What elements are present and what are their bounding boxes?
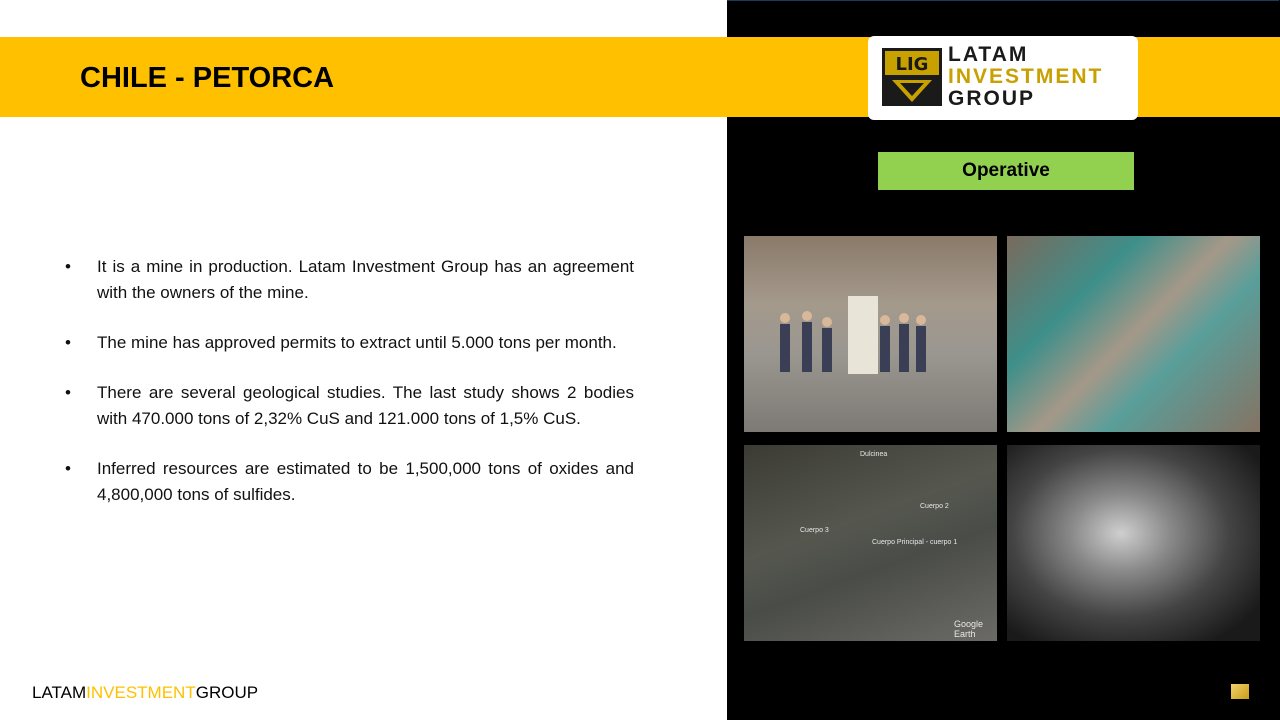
- map-label: Dulcinea: [860, 451, 888, 458]
- map-label: Cuerpo Principal - cuerpo 1: [872, 539, 958, 546]
- people-group-icon: [744, 236, 997, 432]
- team-at-mine-photo: [744, 236, 997, 432]
- bullet-icon: •: [65, 257, 71, 276]
- bullet-icon: •: [65, 459, 71, 478]
- slide-title: CHILE - PETORCA: [80, 62, 335, 94]
- footer-brand: LATAMINVESTMENTGROUP: [32, 683, 259, 702]
- bullet-item: • Inferred resources are estimated to be 1,500,000 tons of oxides and 4,800,000 tons of sulfides.: [62, 456, 634, 508]
- logo-wordmark: LATAM INVESTMENT GROUP: [948, 43, 1104, 110]
- bullet-item: • There are several geological studies. The last study shows 2 bodies with 470.000 tons of 2,32% CuS and 121.000 tons of 1,5% CuS.: [62, 380, 634, 432]
- corner-logo-icon: [1231, 684, 1249, 699]
- panel-border: [727, 0, 1279, 2]
- satellite-map-photo: [744, 445, 997, 641]
- map-label: Cuerpo 3: [800, 527, 829, 534]
- bullet-icon: •: [65, 383, 71, 402]
- bullet-icon: •: [65, 333, 71, 352]
- company-logo: [868, 36, 1138, 120]
- bullet-item: • The mine has approved permits to extract until 5.000 tons per month.: [62, 330, 634, 356]
- bullet-list: [62, 254, 634, 532]
- lig-logo-icon: [882, 48, 942, 106]
- status-badge: Operative: [878, 152, 1134, 190]
- mine-tunnel-photo: [1007, 445, 1260, 641]
- bullet-item: • It is a mine in production. Latam Investment Group has an agreement with the owners of the mine.: [62, 254, 634, 306]
- svg-text:LIG: LIG: [895, 54, 929, 75]
- copper-ore-rock-photo: [1007, 236, 1260, 432]
- map-label: Cuerpo 2: [920, 503, 949, 510]
- map-label: Google Earth: [954, 619, 984, 639]
